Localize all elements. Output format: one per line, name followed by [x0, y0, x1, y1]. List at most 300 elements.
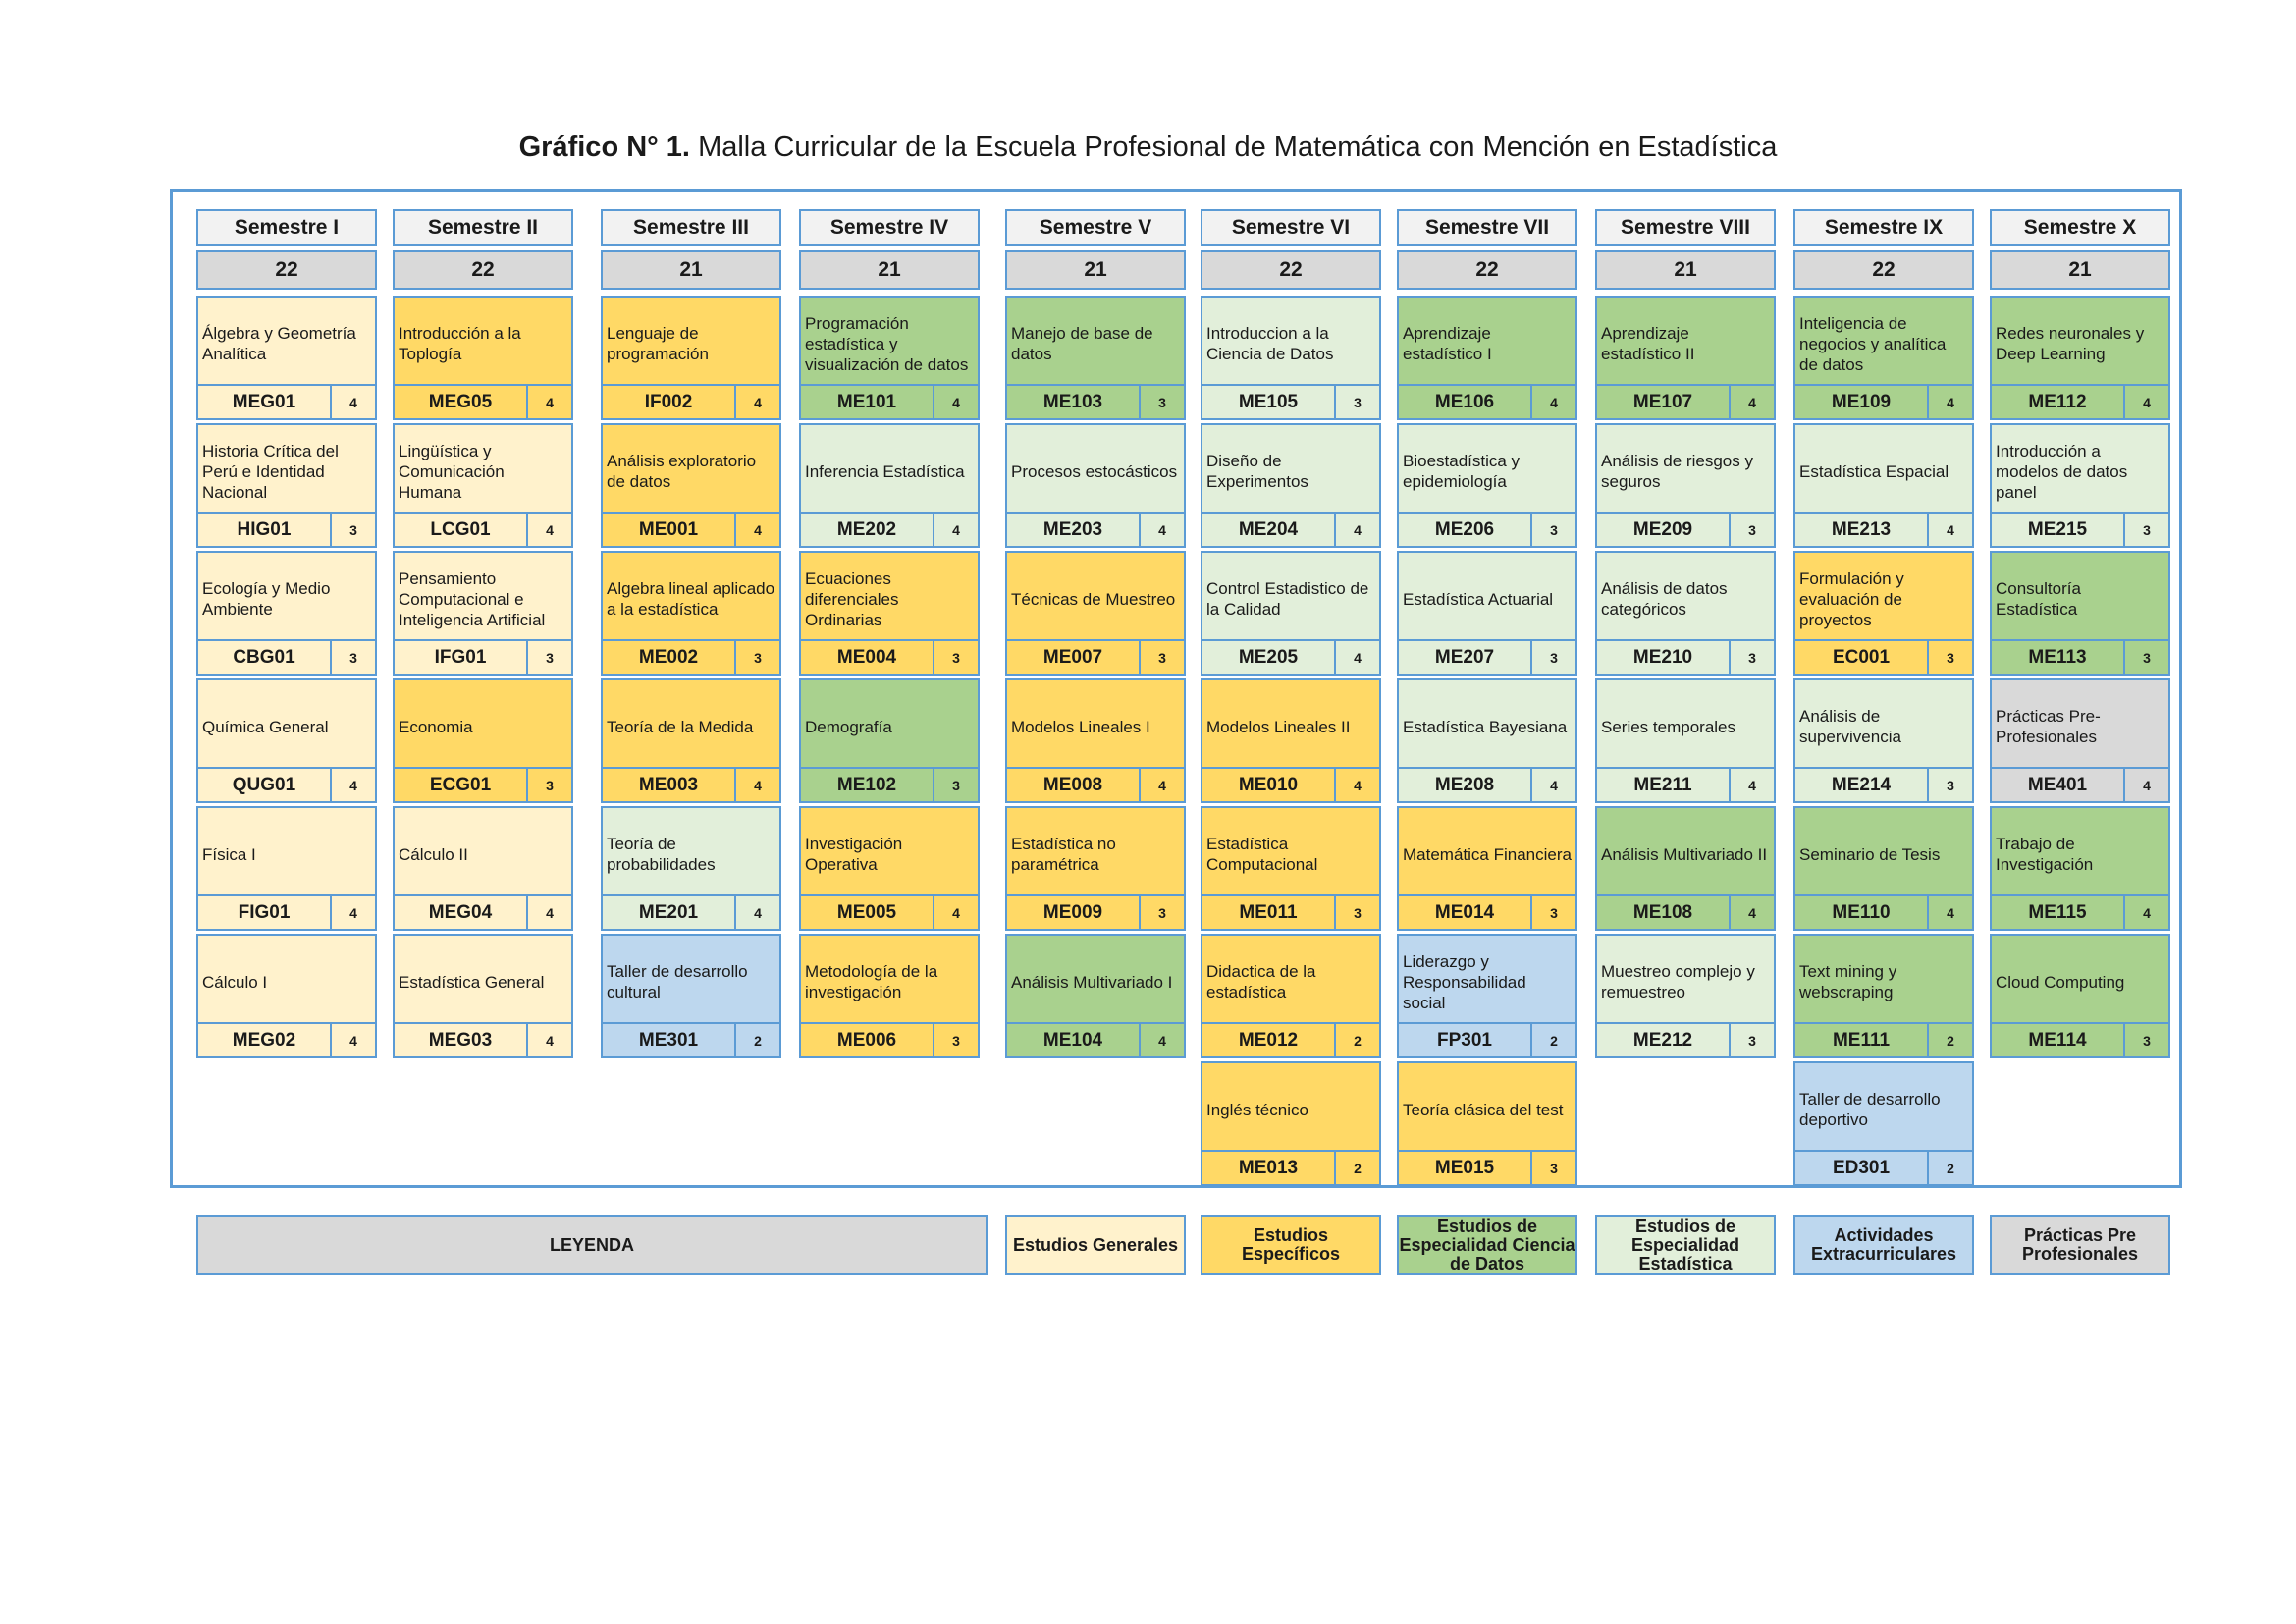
course-code: ME105 [1202, 386, 1336, 418]
course-credits: 4 [1158, 777, 1166, 793]
course-footer [1992, 512, 2168, 546]
course-card [393, 678, 573, 803]
course-code: ME013 [1202, 1152, 1336, 1184]
course-credits: 4 [1947, 904, 1954, 921]
course-name: Introduccion a la Ciencia de Datos [1206, 324, 1334, 363]
course-card [1397, 806, 1577, 931]
course-card [799, 423, 980, 548]
course-card [1990, 423, 2170, 548]
course-code: ME111 [1795, 1024, 1929, 1056]
course-code: ME012 [1202, 1024, 1336, 1056]
course-credits: 4 [1947, 394, 1954, 410]
semester-credits: 22 [196, 250, 377, 290]
course-code: IFG01 [395, 641, 528, 674]
course-code: ME002 [603, 641, 736, 674]
course-credits: 2 [1354, 1160, 1362, 1176]
course-credits: 3 [1550, 1160, 1558, 1176]
course-footer [1992, 639, 2168, 674]
semester-credits: 21 [601, 250, 781, 290]
course-footer [1795, 512, 1972, 546]
course-name: Análisis de supervivencia [1799, 707, 1901, 746]
course-code: ME011 [1202, 896, 1336, 929]
course-footer [1795, 384, 1972, 418]
course-credits: 2 [1947, 1160, 1954, 1176]
course-card [799, 296, 980, 420]
course-footer [198, 767, 375, 801]
course-footer [603, 639, 779, 674]
course-credits: 2 [1550, 1032, 1558, 1049]
semester-column [799, 209, 980, 1051]
course-credits: 4 [546, 1032, 554, 1049]
course-footer [1795, 639, 1972, 674]
course-footer [801, 512, 978, 546]
course-code: ME106 [1399, 386, 1532, 418]
course-name: Matemática Financiera [1403, 844, 1572, 864]
course-code: ME008 [1007, 769, 1141, 801]
course-code: HIG01 [198, 514, 332, 546]
course-code: EC001 [1795, 641, 1929, 674]
semester-credits: 22 [393, 250, 573, 290]
course-code: ME006 [801, 1024, 934, 1056]
course-name: Control Estadistico de la Calidad [1206, 579, 1369, 619]
course-card [1793, 423, 1974, 548]
semester-column [1793, 209, 1974, 1178]
course-card [1595, 806, 1776, 931]
course-credits: 3 [952, 649, 960, 666]
course-code: ME208 [1399, 769, 1532, 801]
course-footer [395, 512, 571, 546]
course-name: Estadística Actuarial [1403, 589, 1554, 609]
course-name: Estadística General [399, 972, 545, 992]
course-card [1990, 551, 2170, 676]
course-name: Pensamiento Computacional e Inteligencia Artificial [399, 568, 546, 629]
course-name: Consultoría Estadística [1996, 579, 2081, 619]
course-footer [801, 639, 978, 674]
course-name: Diseño de Experimentos [1206, 452, 1308, 491]
course-credits: 3 [1158, 649, 1166, 666]
course-footer [1007, 767, 1184, 801]
course-code: ME103 [1007, 386, 1141, 418]
legend-item: Estudios de Especialidad Estadística [1595, 1215, 1776, 1275]
course-card [1793, 551, 1974, 676]
semester-column [1990, 209, 2170, 1051]
course-footer [1399, 767, 1575, 801]
course-credits: 4 [1550, 777, 1558, 793]
course-credits: 3 [1748, 521, 1756, 538]
course-credits: 3 [1748, 649, 1756, 666]
course-code: MEG04 [395, 896, 528, 929]
course-name: Análisis de riesgos y seguros [1601, 452, 1753, 491]
course-credits: 4 [349, 394, 357, 410]
course-name: Análisis de datos categóricos [1601, 579, 1728, 619]
course-code: ME210 [1597, 641, 1731, 674]
course-name: Química General [202, 717, 329, 736]
course-card [1793, 806, 1974, 931]
course-name: Física I [202, 844, 256, 864]
course-footer [1795, 1150, 1972, 1184]
course-footer [395, 1022, 571, 1056]
course-card [601, 296, 781, 420]
course-footer [801, 1022, 978, 1056]
legend-item: Actividades Extracurriculares [1793, 1215, 1974, 1275]
course-name: Liderazgo y Responsabilidad social [1403, 951, 1526, 1012]
course-footer [1399, 512, 1575, 546]
course-card [799, 551, 980, 676]
course-name: Estadística Espacial [1799, 461, 1949, 481]
course-code: ME101 [801, 386, 934, 418]
course-name: Cálculo II [399, 844, 468, 864]
course-code: ME108 [1597, 896, 1731, 929]
course-credits: 4 [754, 777, 762, 793]
course-credits: 2 [1354, 1032, 1362, 1049]
course-credits: 4 [1354, 521, 1362, 538]
course-credits: 4 [1748, 394, 1756, 410]
course-code: ME214 [1795, 769, 1929, 801]
course-name: Técnicas de Muestreo [1011, 589, 1176, 609]
course-code: ME110 [1795, 896, 1929, 929]
course-code: ME203 [1007, 514, 1141, 546]
course-footer [198, 512, 375, 546]
course-name: Historia Crítica del Perú e Identidad Nacional [202, 441, 339, 502]
course-name: Investigación Operativa [805, 835, 903, 874]
course-credits: 3 [1158, 904, 1166, 921]
course-credits: 4 [1748, 904, 1756, 921]
figure-title-number: Gráfico N° 1. [518, 132, 690, 163]
course-footer [1795, 1022, 1972, 1056]
course-credits: 4 [1354, 649, 1362, 666]
course-card [1793, 934, 1974, 1058]
course-footer [1202, 639, 1379, 674]
course-name: Taller de desarrollo deportivo [1799, 1090, 1941, 1129]
course-code: ME005 [801, 896, 934, 929]
course-credits: 3 [2143, 521, 2151, 538]
course-card [1201, 678, 1381, 803]
semester-title: Semestre IV [799, 209, 980, 246]
course-name: Programación estadística y visualización de datos [805, 313, 969, 374]
semester-column [393, 209, 573, 1051]
semester-credits: 21 [799, 250, 980, 290]
course-credits: 4 [349, 904, 357, 921]
course-footer [395, 639, 571, 674]
semester-title: Semestre I [196, 209, 377, 246]
course-code: ED301 [1795, 1152, 1929, 1184]
course-footer [603, 894, 779, 929]
semester-column [1397, 209, 1577, 1178]
course-card [799, 934, 980, 1058]
course-card [799, 806, 980, 931]
course-code: FP301 [1399, 1024, 1532, 1056]
course-name: Metodología de la investigación [805, 962, 938, 1001]
course-card [601, 806, 781, 931]
course-footer [1399, 639, 1575, 674]
course-card [1397, 551, 1577, 676]
course-credits: 4 [1550, 394, 1558, 410]
course-code: ME001 [603, 514, 736, 546]
course-code: ME009 [1007, 896, 1141, 929]
semester-column [601, 209, 781, 1051]
course-credits: 4 [546, 394, 554, 410]
course-card [1005, 423, 1186, 548]
semester-column [1201, 209, 1381, 1178]
course-name: Cloud Computing [1996, 972, 2125, 992]
course-name: Introducción a modelos de datos panel [1996, 441, 2128, 502]
course-credits: 4 [1354, 777, 1362, 793]
course-footer [1399, 894, 1575, 929]
figure-title-text: Malla Curricular de la Escuela Profesional de Matemática con Mención en Estadística [698, 132, 1778, 163]
course-code: ECG01 [395, 769, 528, 801]
course-credits: 3 [1354, 904, 1362, 921]
course-card [1397, 1061, 1577, 1186]
course-name: Bioestadística y epidemiología [1403, 452, 1521, 491]
course-code: ME211 [1597, 769, 1731, 801]
course-code: ME102 [801, 769, 934, 801]
course-footer [603, 1022, 779, 1056]
course-card [1595, 423, 1776, 548]
legend-item: Estudios Específicos [1201, 1215, 1381, 1275]
course-card [601, 678, 781, 803]
course-footer [801, 384, 978, 418]
course-credits: 2 [754, 1032, 762, 1049]
course-credits: 2 [1947, 1032, 1954, 1049]
course-card [1990, 678, 2170, 803]
course-code: ME215 [1992, 514, 2125, 546]
course-footer [1007, 1022, 1184, 1056]
course-footer [1597, 639, 1774, 674]
course-name: Manejo de base de datos [1011, 324, 1153, 363]
course-footer [1007, 639, 1184, 674]
course-name: Inferencia Estadística [805, 461, 965, 481]
course-card [601, 934, 781, 1058]
course-credits: 4 [2143, 904, 2151, 921]
course-credits: 4 [952, 521, 960, 538]
course-footer [1007, 384, 1184, 418]
course-card [196, 551, 377, 676]
course-credits: 3 [754, 649, 762, 666]
course-credits: 3 [952, 1032, 960, 1049]
course-card [1397, 678, 1577, 803]
course-card [1201, 551, 1381, 676]
course-footer [1202, 1150, 1379, 1184]
course-credits: 3 [349, 649, 357, 666]
course-footer [1202, 512, 1379, 546]
course-credits: 4 [754, 394, 762, 410]
course-card [1005, 934, 1186, 1058]
semester-column [1005, 209, 1186, 1051]
semester-credits: 21 [1005, 250, 1186, 290]
course-credits: 4 [1158, 1032, 1166, 1049]
course-footer [1992, 767, 2168, 801]
course-credits: 4 [2143, 777, 2151, 793]
course-card [601, 551, 781, 676]
course-name: Inteligencia de negocios y analítica de datos [1799, 313, 1947, 374]
course-card [1005, 551, 1186, 676]
course-card [393, 296, 573, 420]
course-footer [1597, 1022, 1774, 1056]
course-footer [395, 894, 571, 929]
course-name: Estadística Bayesiana [1403, 717, 1568, 736]
course-credits: 4 [349, 1032, 357, 1049]
course-code: ME115 [1992, 896, 2125, 929]
course-code: ME107 [1597, 386, 1731, 418]
course-footer [198, 639, 375, 674]
course-code: ME206 [1399, 514, 1532, 546]
course-code: MEG05 [395, 386, 528, 418]
course-code: ME213 [1795, 514, 1929, 546]
legend-item: Estudios Generales [1005, 1215, 1186, 1275]
semester-credits: 21 [1990, 250, 2170, 290]
course-credits: 4 [952, 394, 960, 410]
course-card [1793, 296, 1974, 420]
course-name: Teoría de probabilidades [607, 835, 716, 874]
semester-title: Semestre II [393, 209, 573, 246]
course-card [1201, 934, 1381, 1058]
course-name: Formulación y evaluación de proyectos [1799, 568, 1904, 629]
semester-title: Semestre X [1990, 209, 2170, 246]
course-credits: 4 [1158, 521, 1166, 538]
course-credits: 3 [952, 777, 960, 793]
course-footer [395, 767, 571, 801]
course-card [1201, 806, 1381, 931]
course-card [1595, 296, 1776, 420]
course-footer [1795, 767, 1972, 801]
course-card [1990, 296, 2170, 420]
course-card [393, 806, 573, 931]
course-credits: 3 [1550, 521, 1558, 538]
course-code: ME207 [1399, 641, 1532, 674]
course-card [1005, 678, 1186, 803]
course-credits: 4 [1748, 777, 1756, 793]
course-name: Estadística Computacional [1206, 835, 1318, 874]
course-code: ME301 [603, 1024, 736, 1056]
course-card [196, 423, 377, 548]
course-name: Cálculo I [202, 972, 268, 992]
course-card [196, 806, 377, 931]
course-credits: 3 [1550, 904, 1558, 921]
course-card [799, 678, 980, 803]
course-footer [801, 767, 978, 801]
course-footer [1795, 894, 1972, 929]
semester-title: Semestre VI [1201, 209, 1381, 246]
course-code: QUG01 [198, 769, 332, 801]
course-card [196, 678, 377, 803]
course-card [1201, 1061, 1381, 1186]
course-code: ME015 [1399, 1152, 1532, 1184]
semester-title: Semestre III [601, 209, 781, 246]
semester-credits: 22 [1793, 250, 1974, 290]
course-credits: 3 [546, 649, 554, 666]
course-card [1595, 934, 1776, 1058]
course-code: FIG01 [198, 896, 332, 929]
course-name: Estadística no paramétrica [1011, 835, 1116, 874]
course-code: MEG02 [198, 1024, 332, 1056]
course-name: Demografía [805, 717, 892, 736]
course-credits: 4 [349, 777, 357, 793]
course-footer [198, 894, 375, 929]
course-credits: 3 [1354, 394, 1362, 410]
semester-title: Semestre IX [1793, 209, 1974, 246]
semester-credits: 22 [1201, 250, 1381, 290]
course-footer [603, 767, 779, 801]
legend-item: Estudios de Especialidad Ciencia de Datos [1397, 1215, 1577, 1275]
course-name: Aprendizaje estadístico II [1601, 324, 1695, 363]
semester-title: Semestre VII [1397, 209, 1577, 246]
course-credits: 3 [2143, 1032, 2151, 1049]
course-card [1201, 296, 1381, 420]
course-footer [1399, 1022, 1575, 1056]
course-code: ME003 [603, 769, 736, 801]
course-code: ME114 [1992, 1024, 2125, 1056]
course-card [196, 296, 377, 420]
course-code: ME104 [1007, 1024, 1141, 1056]
course-name: Series temporales [1601, 717, 1736, 736]
course-name: Introducción a la Toplogía [399, 324, 521, 363]
course-name: Didactica de la estadística [1206, 962, 1316, 1001]
course-credits: 3 [1947, 649, 1954, 666]
course-footer [1597, 512, 1774, 546]
course-footer [1399, 384, 1575, 418]
course-code: IF002 [603, 386, 736, 418]
course-card [1397, 423, 1577, 548]
course-card [1397, 934, 1577, 1058]
course-footer [395, 384, 571, 418]
course-name: Aprendizaje estadístico I [1403, 324, 1492, 363]
semester-title: Semestre VIII [1595, 209, 1776, 246]
course-footer [1992, 384, 2168, 418]
course-name: Algebra lineal aplicado a la estadística [607, 579, 775, 619]
semester-credits: 21 [1595, 250, 1776, 290]
course-code: ME004 [801, 641, 934, 674]
course-footer [198, 384, 375, 418]
course-code: MEG03 [395, 1024, 528, 1056]
course-name: Trabajo de Investigación [1996, 835, 2094, 874]
course-footer [603, 384, 779, 418]
course-credits: 4 [2143, 394, 2151, 410]
course-card [1595, 551, 1776, 676]
course-credits: 3 [2143, 649, 2151, 666]
course-credits: 3 [349, 521, 357, 538]
course-name: Text mining y webscraping [1799, 962, 1897, 1001]
course-name: Redes neuronales y Deep Learning [1996, 324, 2145, 363]
course-footer [1007, 512, 1184, 546]
course-card [393, 423, 573, 548]
course-credits: 3 [1947, 777, 1954, 793]
course-credits: 4 [1947, 521, 1954, 538]
course-name: Taller de desarrollo cultural [607, 962, 748, 1001]
course-name: Lingüística y Comunicación Humana [399, 441, 505, 502]
course-code: ME007 [1007, 641, 1141, 674]
course-name: Teoría de la Medida [607, 717, 754, 736]
course-code: MEG01 [198, 386, 332, 418]
semester-credits: 22 [1397, 250, 1577, 290]
course-footer [1597, 767, 1774, 801]
course-name: Álgebra y Geometría Analítica [202, 324, 356, 363]
course-card [601, 423, 781, 548]
course-code: ME113 [1992, 641, 2125, 674]
course-name: Modelos Lineales II [1206, 717, 1351, 736]
course-code: ME202 [801, 514, 934, 546]
course-code: ME204 [1202, 514, 1336, 546]
legend-item: Prácticas Pre Profesionales [1990, 1215, 2170, 1275]
course-name: Procesos estocásticos [1011, 461, 1178, 481]
semester-title: Semestre V [1005, 209, 1186, 246]
course-credits: 3 [1748, 1032, 1756, 1049]
course-code: CBG01 [198, 641, 332, 674]
course-code: ME209 [1597, 514, 1731, 546]
course-footer [1992, 1022, 2168, 1056]
course-footer [603, 512, 779, 546]
course-code: ME112 [1992, 386, 2125, 418]
course-code: ME401 [1992, 769, 2125, 801]
